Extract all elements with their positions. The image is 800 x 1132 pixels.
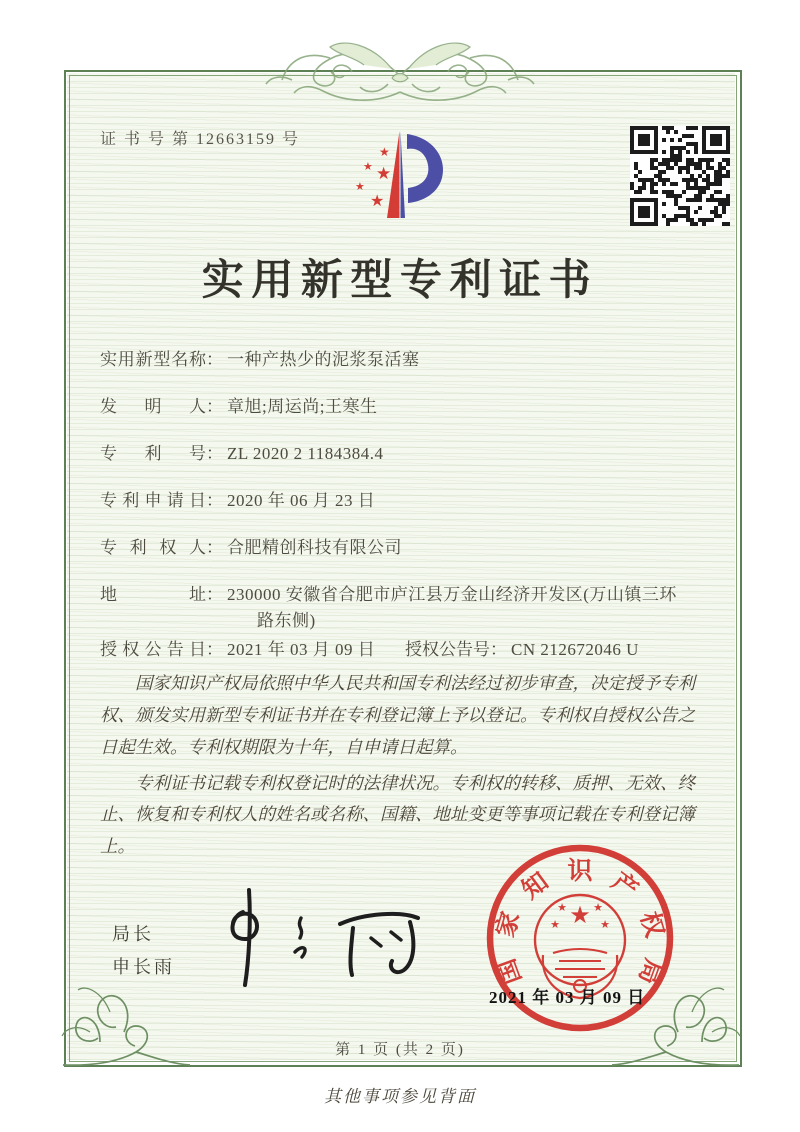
top-dragon-ornament-icon [0, 14, 800, 114]
field-row-inventor [100, 394, 377, 420]
svg-text:★: ★ [550, 918, 560, 931]
commissioner-name: 申长雨 [112, 957, 175, 977]
field-value: ZL 2020 2 1184384.4 [227, 444, 384, 463]
commissioner-title: 局长 [112, 924, 154, 944]
field-value: 一种产热少的泥浆泵活塞 [227, 350, 420, 369]
field-label: 授权公告日 [100, 640, 206, 659]
svg-text:国: 国 [493, 955, 527, 988]
field-label: 专利权人 [100, 538, 206, 557]
field-label: 发明人 [100, 397, 206, 416]
field-value: 合肥精创科技有限公司 [227, 538, 402, 557]
bottom-right-flourish-icon [604, 972, 744, 1077]
svg-text:★: ★ [557, 901, 567, 914]
certificate-number: 证 书 号 第 12663159 号 [100, 131, 301, 148]
legal-paragraph-2: 专利证书记载专利权登记时的法律状况。专利权的转移、质押、无效、终止、恢复和专利权人的姓名或名称、国籍、地址变更等事项记载在专利登记簿上。 [100, 772, 695, 857]
svg-text:权: 权 [634, 908, 668, 941]
colon: ： [206, 397, 223, 416]
field-row-patent-number [100, 441, 384, 467]
colon: ： [206, 444, 223, 463]
colon: ： [206, 640, 223, 659]
page-number: 第 1 页 (共 2 页) [335, 1042, 465, 1058]
field-value: 章旭;周运尚;王寒生 [227, 397, 378, 416]
certificate-title: 实用新型专利证书 [201, 258, 599, 304]
field-label: 专利号 [100, 444, 206, 463]
field-label: 授权公告号 [405, 640, 490, 659]
svg-text:★: ★ [355, 180, 365, 193]
qr-code-icon [630, 126, 730, 226]
bottom-left-flourish-icon [58, 972, 198, 1077]
svg-text:★: ★ [593, 901, 603, 914]
field-row-address [100, 582, 687, 634]
legal-paragraph-1: 国家知识产权局依照中华人民共和国专利法经过初步审查，决定授予专利权、颁发实用新型专利证书并在专利登记簿上予以登记。专利权自授权公告之日起生效。专利权期限为十年，自申请日起算。 [100, 673, 695, 757]
field-row-grant-number [405, 637, 639, 663]
colon: ： [206, 350, 223, 369]
field-value: CN 212672046 U [511, 640, 639, 659]
cnipa-logo-icon [343, 110, 473, 240]
field-label: 地址 [100, 585, 206, 604]
svg-text:★: ★ [600, 918, 610, 931]
field-label: 专利申请日 [100, 491, 206, 510]
svg-text:★: ★ [569, 901, 591, 929]
svg-text:家: 家 [492, 908, 526, 941]
colon: ： [206, 585, 223, 604]
field-row-grant-date [100, 637, 375, 663]
svg-text:知: 知 [517, 867, 554, 905]
colon: ： [490, 640, 507, 659]
field-value: 230000 安徽省合肥市庐江县万金山经济开发区(万山镇三环路东侧) [227, 585, 677, 630]
field-value: 2021 年 03 月 09 日 [227, 640, 376, 659]
field-label: 实用新型名称 [100, 350, 206, 369]
field-row-filing-date [100, 488, 375, 514]
svg-text:识: 识 [567, 858, 593, 885]
colon: ： [206, 491, 223, 510]
seal-date: 2021 年 03 月 09 日 [489, 988, 646, 1007]
colon: ： [206, 538, 223, 557]
svg-text:产: 产 [606, 867, 643, 905]
svg-text:★: ★ [363, 160, 373, 173]
handwritten-signature-icon [205, 882, 435, 992]
back-note: 其他事项参见背面 [324, 1087, 476, 1106]
field-row-name [100, 347, 420, 373]
svg-text:★: ★ [379, 145, 390, 159]
svg-text:★: ★ [376, 164, 392, 184]
field-row-patentee [100, 535, 402, 561]
svg-text:★: ★ [370, 191, 385, 210]
field-value: 2020 年 06 月 23 日 [227, 491, 376, 510]
svg-text:局: 局 [633, 955, 667, 988]
